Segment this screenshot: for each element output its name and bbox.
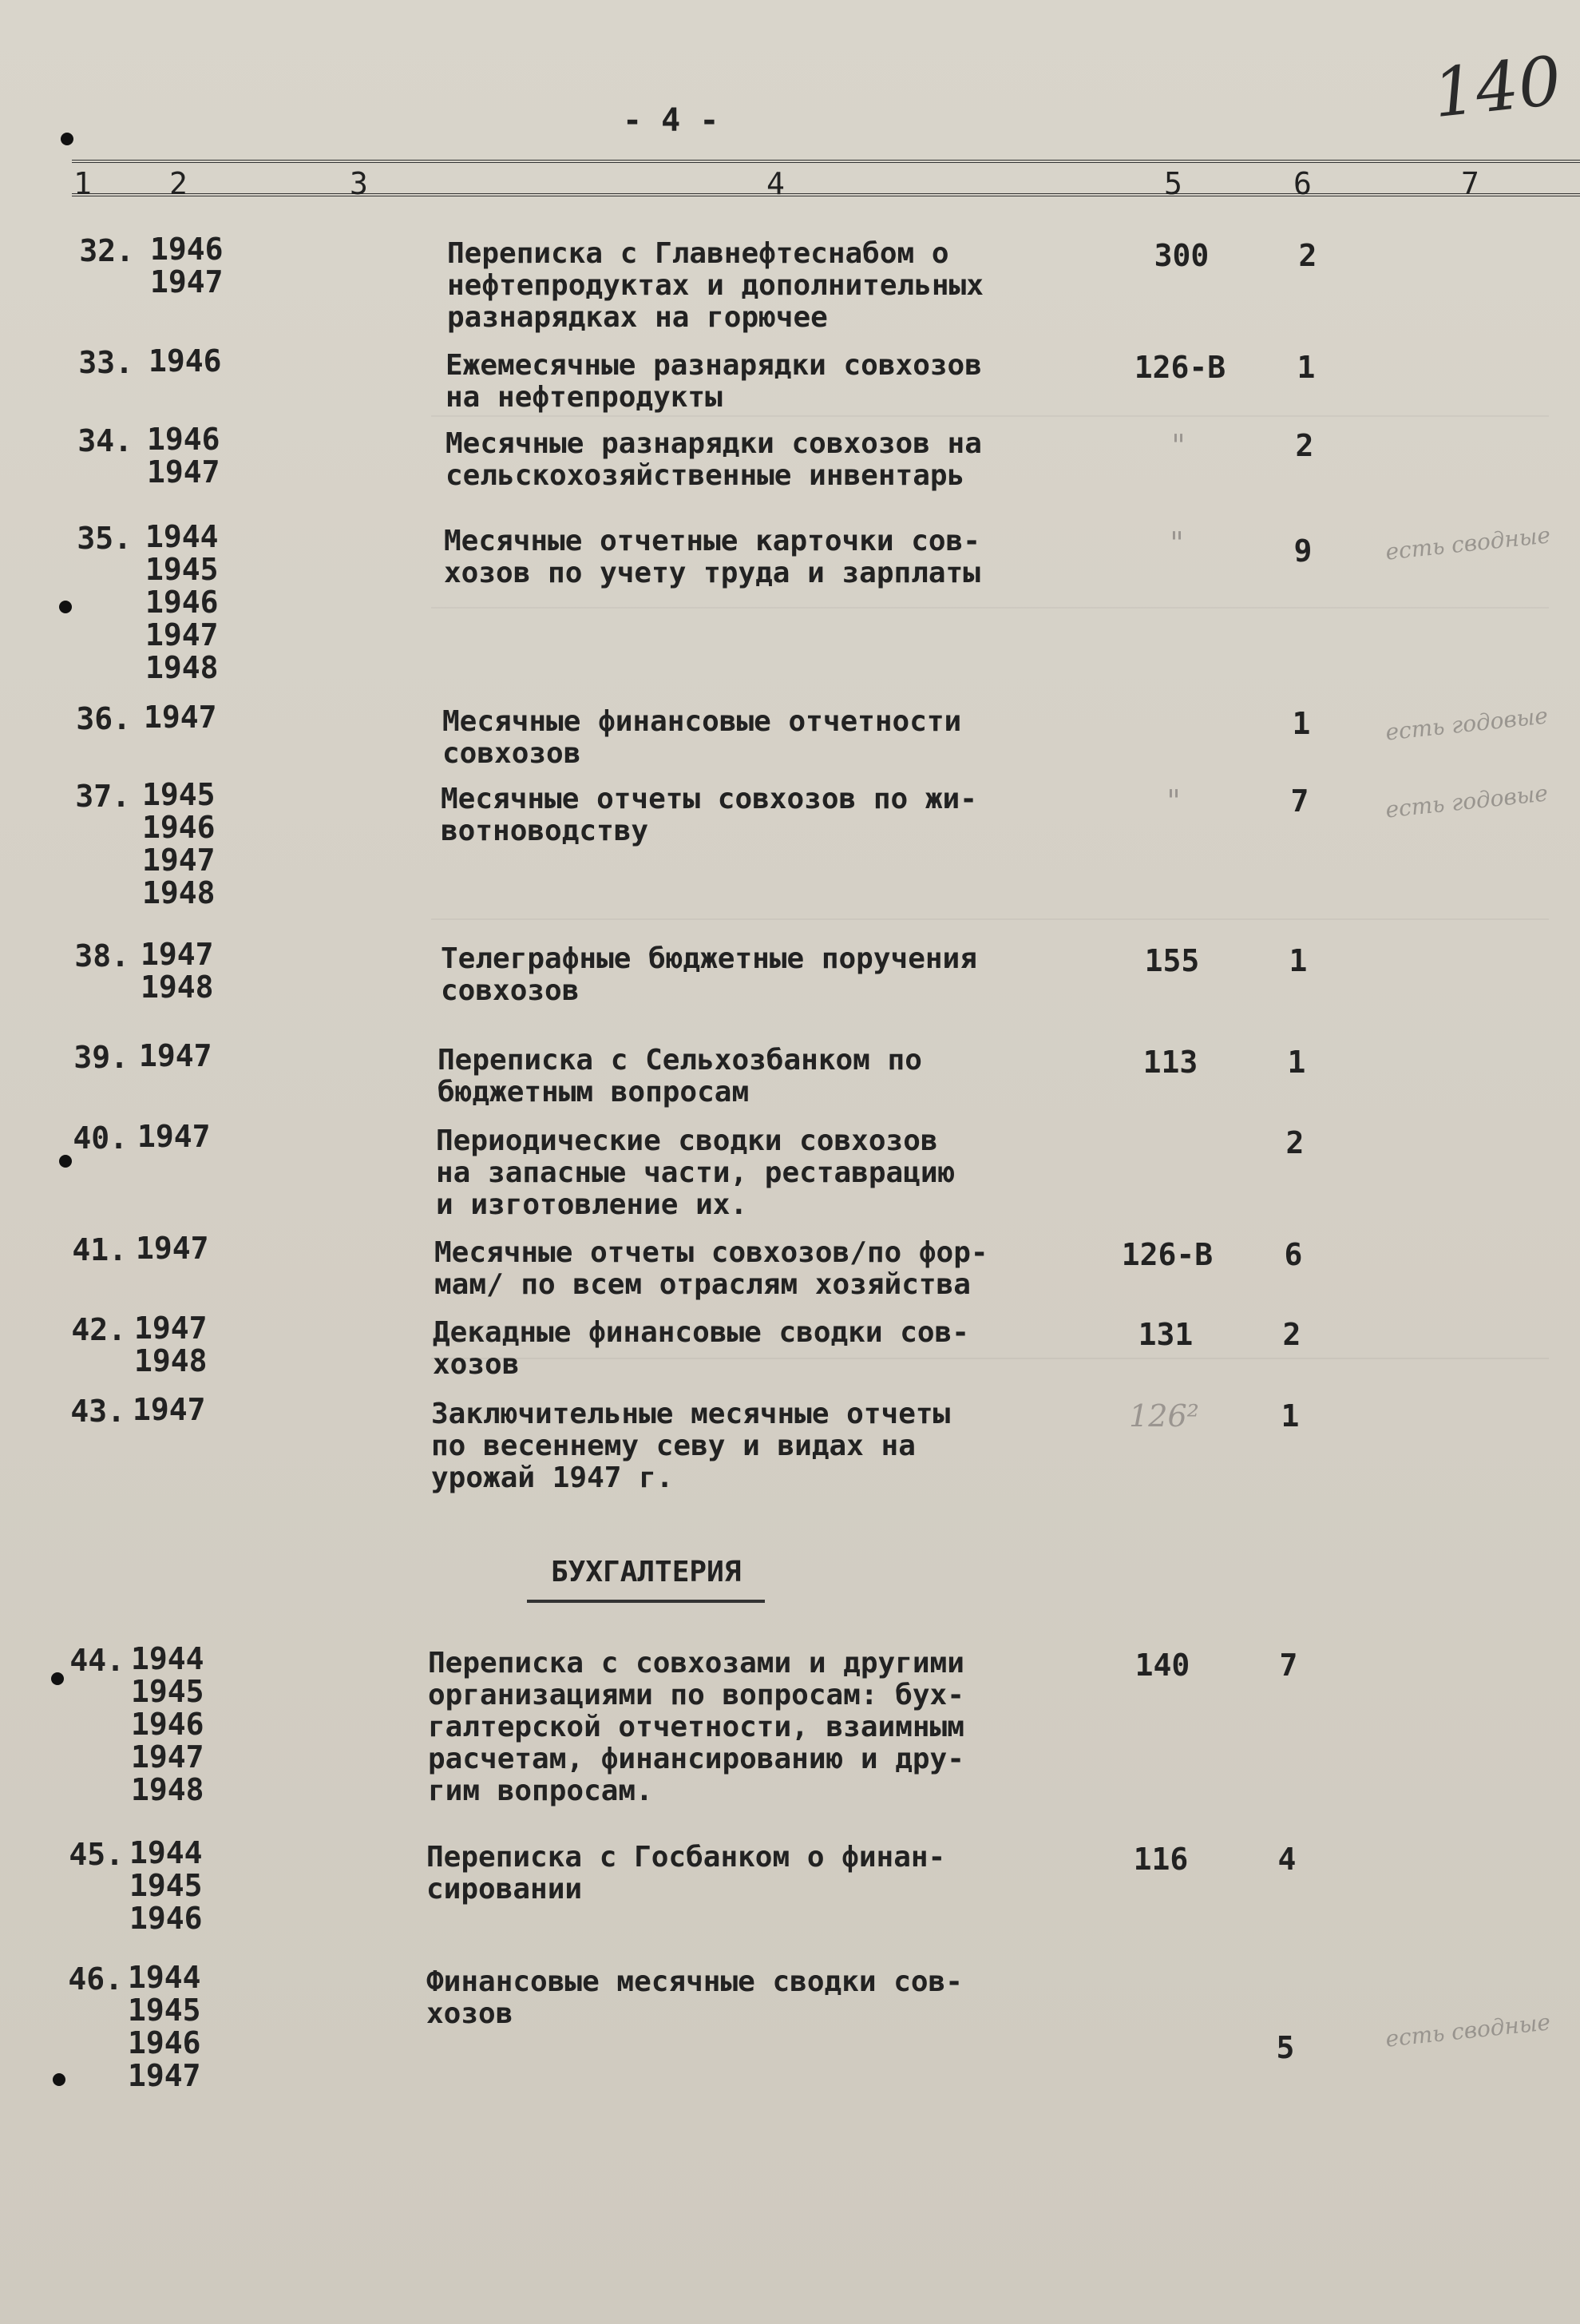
row-years (134, 1312, 208, 1378)
row-years-line: 1948 (142, 875, 216, 910)
row-years-line: 1947 (150, 264, 224, 299)
row-margin-note: есть сводные (1384, 522, 1552, 565)
row-title-line: нефтепродуктах и дополнительных (447, 269, 984, 302)
row-years-line: 1944 (128, 1960, 201, 1995)
row-years (147, 423, 220, 489)
row-index: 131 (1138, 1317, 1194, 1352)
row-margin-note: есть годовые (1384, 702, 1550, 746)
row-title-line: по весеннему севу и видах на (431, 1430, 916, 1462)
row-years (145, 521, 219, 684)
row-margin-note: есть сводные (1384, 2009, 1552, 2052)
row-title-line: на запасные части, реставрацию (436, 1156, 956, 1189)
row-title-line: вотноводству (441, 815, 649, 847)
column-header-2: 2 (169, 166, 188, 201)
row-title-line: Переписка с Сельхозбанком по (438, 1044, 922, 1077)
row-years-line: 1948 (134, 1343, 208, 1378)
row-margin-note: есть годовые (1384, 779, 1550, 823)
row-number: 39. (73, 1040, 129, 1075)
row-title (428, 1648, 964, 1807)
row-years-line: 1945 (145, 552, 219, 587)
row-title-line: Переписка с Главнефтеснабом о (447, 237, 949, 270)
row-count: 6 (1284, 1237, 1303, 1272)
row-years: 1946 (148, 343, 222, 379)
row-years-line: 1947 (128, 2058, 201, 2093)
folio-number: 140 (1429, 41, 1566, 133)
row-title-line: хозов (426, 1997, 513, 2030)
show-through-line (431, 415, 1549, 417)
row-title (441, 783, 977, 847)
row-title (426, 1966, 963, 2030)
row-index: " (1170, 525, 1184, 561)
row-number: 35. (77, 521, 132, 556)
show-through-line (431, 607, 1549, 609)
row-title-line: расчетам, финансированию и дру- (428, 1743, 964, 1775)
row-years-line: 1946 (128, 2025, 201, 2060)
row-years-line: 1948 (141, 970, 214, 1005)
row-title-line: галтерской отчетности, взаимным (428, 1711, 964, 1743)
row-title-line: Декадные финансовые сводки сов- (433, 1316, 969, 1349)
row-years-line: 1945 (142, 777, 216, 812)
row-number: 43. (70, 1394, 125, 1429)
row-count: 1 (1287, 1045, 1306, 1080)
row-count: 2 (1282, 1317, 1301, 1352)
row-title-line: урожай 1947 г. (431, 1461, 674, 1494)
row-title-line: совхозов (442, 737, 581, 770)
row-title-line: хозов по учету труда и зарплаты (444, 557, 980, 589)
row-title (444, 525, 980, 589)
row-years-line: 1948 (131, 1772, 204, 1807)
row-years-line: 1948 (145, 650, 219, 685)
row-title-line: Месячные отчеты совхозов по жи- (441, 783, 977, 815)
row-years-line: 1944 (129, 1835, 203, 1870)
row-title-line: и изготовление их. (436, 1188, 748, 1221)
show-through-line (431, 918, 1549, 920)
row-title (441, 943, 977, 1007)
column-header-4: 4 (766, 166, 785, 201)
row-title (438, 1045, 922, 1108)
row-index: 113 (1142, 1045, 1198, 1080)
row-number: 42. (71, 1312, 126, 1347)
row-title (445, 350, 982, 414)
row-count: 9 (1293, 533, 1313, 569)
row-years-line: 1946 (131, 1707, 204, 1742)
column-header-6: 6 (1293, 166, 1312, 201)
punch-hole (59, 601, 72, 613)
row-title-line: Телеграфные бюджетные поручения (441, 942, 977, 975)
punch-hole (51, 1672, 64, 1685)
row-count: 7 (1290, 783, 1309, 819)
row-years (129, 1837, 203, 1935)
row-years: 1947 (144, 700, 217, 735)
row-title-line: гим вопросам. (428, 1775, 653, 1807)
row-years-line: 1944 (145, 519, 219, 554)
row-index: " (1166, 783, 1181, 819)
row-index: 126-В (1121, 1237, 1214, 1272)
row-index: 126-В (1134, 350, 1226, 385)
column-header-1: 1 (73, 166, 92, 201)
row-index: 116 (1133, 1842, 1189, 1877)
row-years-line: 1947 (142, 843, 216, 878)
row-count: 4 (1277, 1842, 1297, 1877)
row-years: 1947 (136, 1231, 209, 1266)
row-count: 2 (1298, 238, 1317, 273)
row-years-line: 1947 (134, 1311, 208, 1346)
row-count: 1 (1292, 706, 1311, 741)
row-title-line: Месячные отчетные карточки сов- (444, 525, 980, 557)
row-years: 1947 (139, 1038, 212, 1073)
column-header-3: 3 (350, 166, 368, 201)
row-title-line: бюджетным вопросам (438, 1076, 750, 1108)
row-title-line: Периодические сводки совхозов (436, 1124, 938, 1157)
row-years (128, 1961, 201, 2092)
row-number: 37. (75, 779, 130, 814)
row-number: 32. (79, 233, 134, 268)
row-title-line: сировании (426, 1873, 583, 1906)
row-title-line: Финансовые месячные сводки сов- (426, 1965, 963, 1998)
row-title (445, 428, 982, 492)
row-number: 34. (77, 423, 133, 458)
row-title-line: на нефтепродукты (445, 381, 723, 414)
row-title-line: сельскохозяйственные инвентарь (445, 459, 965, 492)
row-years-line: 1946 (150, 232, 224, 267)
row-number: 40. (73, 1120, 128, 1156)
row-index: 140 (1135, 1648, 1190, 1683)
row-count: 7 (1279, 1648, 1298, 1683)
column-header-5: 5 (1164, 166, 1182, 201)
row-title-line: Месячные финансовые отчетности (442, 705, 962, 738)
row-title (447, 238, 984, 334)
row-years-line: 1944 (131, 1641, 204, 1676)
row-title-line: Ежемесячные разнарядки совхозов (445, 349, 982, 382)
header-rule-bottom (72, 193, 1580, 196)
row-title (433, 1317, 969, 1381)
row-years-line: 1945 (128, 1993, 201, 2028)
row-title (442, 706, 961, 770)
row-title-line: хозов (433, 1348, 520, 1381)
row-title (431, 1398, 950, 1494)
row-number: 38. (74, 938, 129, 974)
row-years-line: 1945 (131, 1674, 204, 1709)
row-index: 300 (1154, 238, 1210, 273)
page-number: - 4 - (623, 102, 719, 139)
row-years: 1947 (133, 1392, 206, 1427)
row-index: 155 (1144, 943, 1200, 978)
row-years: 1947 (137, 1119, 211, 1154)
row-title-line: Заключительные месячные отчеты (431, 1398, 951, 1430)
row-years-line: 1945 (129, 1868, 203, 1903)
header-rule-top (72, 160, 1580, 163)
row-years (142, 779, 216, 910)
row-title-line: организациями по вопросам: бух- (428, 1679, 964, 1711)
row-number: 46. (68, 1961, 123, 1997)
row-title (426, 1842, 945, 1906)
row-index: 126² (1129, 1398, 1199, 1434)
row-number: 44. (69, 1643, 125, 1678)
row-title-line: Переписка с Госбанком о финан- (426, 1841, 946, 1874)
row-number: 33. (78, 345, 133, 380)
row-years-line: 1946 (145, 585, 219, 620)
row-years (131, 1643, 204, 1806)
row-count: 1 (1297, 350, 1316, 385)
row-number: 36. (76, 701, 131, 736)
row-years-line: 1947 (131, 1739, 204, 1775)
row-years-line: 1946 (142, 810, 216, 845)
section-title: БУХГАЛТЕРИЯ (527, 1556, 765, 1603)
row-title-line: Переписка с совхозами и другими (428, 1647, 964, 1680)
row-number: 45. (69, 1837, 124, 1872)
punch-hole (61, 133, 73, 145)
row-title (434, 1237, 988, 1301)
row-title-line: совхозов (441, 974, 580, 1007)
row-years-line: 1946 (129, 1901, 203, 1936)
row-title (436, 1125, 955, 1221)
row-count: 2 (1295, 428, 1314, 463)
row-index: " (1171, 428, 1186, 463)
column-header-7: 7 (1461, 166, 1479, 201)
row-number: 41. (72, 1232, 127, 1267)
punch-hole (53, 2073, 65, 2086)
row-count: 2 (1285, 1125, 1305, 1160)
row-count: 1 (1281, 1398, 1300, 1434)
row-years (150, 233, 224, 299)
row-years-line: 1947 (147, 454, 220, 490)
row-years-line: 1947 (145, 617, 219, 652)
row-count: 1 (1289, 943, 1308, 978)
row-years-line: 1947 (141, 937, 214, 972)
punch-hole (59, 1155, 72, 1168)
row-title-line: мам/ по всем отраслям хозяйства (434, 1268, 971, 1301)
row-count: 5 (1276, 2030, 1295, 2065)
row-title-line: Месячные разнарядки совхозов на (445, 427, 982, 460)
row-title-line: Месячные отчеты совхозов/по фор- (434, 1236, 988, 1269)
row-years-line: 1946 (147, 422, 220, 457)
row-title-line: разнарядках на горючее (447, 301, 828, 334)
row-years (141, 938, 214, 1004)
